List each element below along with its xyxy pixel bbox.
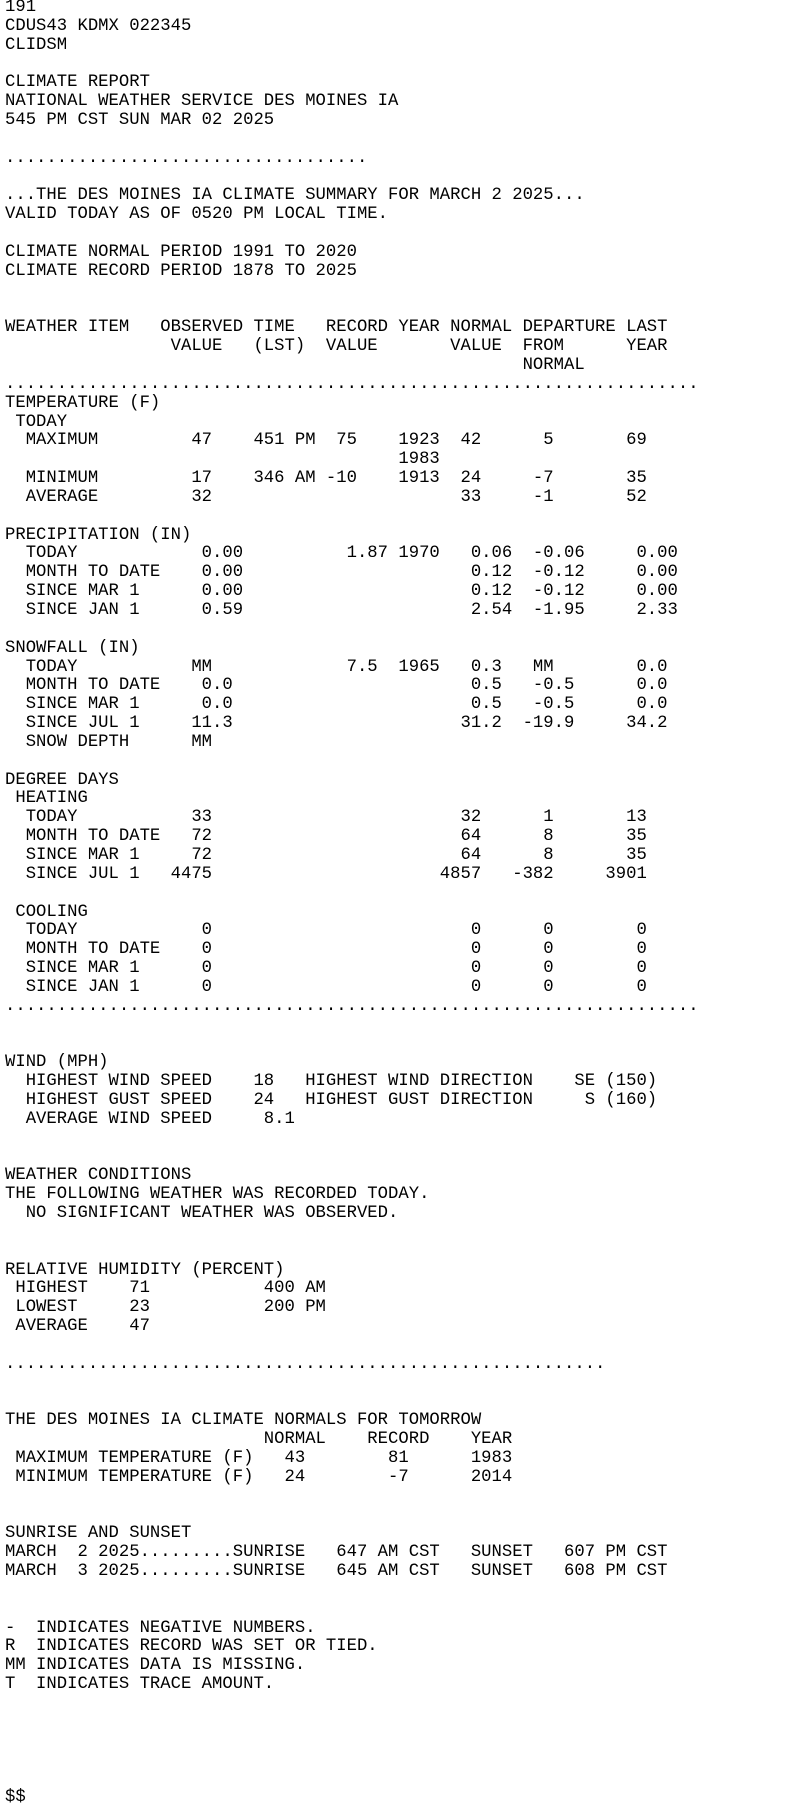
report-line: CLIMATE REPORT	[5, 73, 150, 93]
report-line	[5, 1582, 810, 1601]
report-line: HIGHEST WIND SPEED 18 HIGHEST WIND DIRECTION SE (150)	[5, 1072, 658, 1092]
report-line	[5, 131, 810, 150]
report-line: HEATING	[5, 789, 88, 809]
report-line	[5, 1714, 810, 1733]
report-line	[5, 1224, 810, 1243]
report-line	[5, 225, 810, 244]
report-line: CLIMATE NORMAL PERIOD 1991 TO 2020	[5, 242, 357, 262]
report-line	[5, 1130, 810, 1149]
report-line: MAXIMUM 47 451 PM 75 1923 42 5 69	[5, 431, 647, 451]
report-line: COOLING	[5, 902, 88, 922]
report-line: TEMPERATURE (F)	[5, 393, 161, 413]
report-line: WEATHER ITEM OBSERVED TIME RECORD YEAR NORMAL DEPARTURE LAST	[5, 318, 668, 338]
report-line: MARCH 2 2025.........SUNRISE 647 AM CST SUNSET 607 PM CST	[5, 1543, 668, 1563]
report-line: T INDICATES TRACE AMOUNT.	[5, 1675, 275, 1695]
report-line	[5, 282, 810, 301]
report-line: AVERAGE 47	[5, 1317, 150, 1337]
report-line	[5, 1507, 810, 1526]
report-line: SNOW DEPTH MM	[5, 732, 213, 752]
report-line: SNOWFALL (IN)	[5, 638, 140, 658]
report-line: NORMAL RECORD YEAR	[5, 1430, 513, 1450]
report-line: SINCE JAN 1 0.59 2.54 -1.95 2.33	[5, 601, 678, 620]
report-line: THE FOLLOWING WEATHER WAS RECORDED TODAY.	[5, 1185, 430, 1205]
report-line: TODAY 33 32 1 13	[5, 808, 647, 828]
report-line	[5, 1337, 810, 1356]
report-line	[5, 1601, 810, 1620]
report-line: SINCE MAR 1 0 0 0 0	[5, 959, 647, 979]
report-line	[5, 1393, 810, 1412]
report-line: MM INDICATES DATA IS MISSING.	[5, 1656, 306, 1676]
report-line: SINCE MAR 1 0.00 0.12 -0.12 0.00	[5, 582, 678, 602]
report-line: RELATIVE HUMIDITY (PERCENT)	[5, 1260, 285, 1280]
report-line: 1983	[5, 450, 440, 470]
report-line: ...................................................................	[5, 996, 699, 1016]
report-line	[5, 1751, 810, 1770]
report-line: HIGHEST GUST SPEED 24 HIGHEST GUST DIRECTION S (160)	[5, 1090, 658, 1110]
report-line: LOWEST 23 200 PM	[5, 1298, 326, 1318]
report-line: MONTH TO DATE 0 0 0 0	[5, 940, 647, 960]
report-line: NORMAL	[5, 356, 585, 376]
report-line	[5, 885, 810, 904]
report-line: HIGHEST 71 400 AM	[5, 1279, 326, 1299]
report-line: 545 PM CST SUN MAR 02 2025	[5, 111, 275, 131]
report-line: NO SIGNIFICANT WEATHER WAS OBSERVED.	[5, 1204, 399, 1223]
report-line: VALUE (LST) VALUE VALUE FROM YEAR	[5, 337, 668, 357]
report-line: ...................................................................	[5, 374, 699, 394]
report-line: SINCE JAN 1 0 0 0 0	[5, 977, 647, 997]
report-line: THE DES MOINES IA CLIMATE NORMALS FOR TOMORROW	[5, 1411, 482, 1431]
report-line: CLIMATE RECORD PERIOD 1878 TO 2025	[5, 261, 357, 281]
report-line	[5, 1148, 810, 1167]
report-line: MONTH TO DATE 72 64 8 35	[5, 827, 647, 847]
report-line: TODAY 0 0 0 0	[5, 921, 647, 941]
report-line: CLIDSM	[5, 35, 68, 55]
report-line: AVERAGE WIND SPEED 8.1	[5, 1109, 295, 1129]
report-line: TODAY 0.00 1.87 1970 0.06 -0.06 0.00	[5, 544, 678, 564]
report-line: MAXIMUM TEMPERATURE (F) 43 81 1983	[5, 1448, 513, 1468]
report-line	[5, 1017, 810, 1036]
report-line	[5, 301, 810, 320]
report-line: MINIMUM 17 346 AM -10 1913 24 -7 35	[5, 469, 647, 489]
report-line: MARCH 3 2025.........SUNRISE 645 AM CST SUNSET 608 PM CST	[5, 1562, 668, 1582]
report-line: CDUS43 KDMX 022345	[5, 16, 192, 36]
report-line: $$	[5, 1788, 26, 1808]
report-line	[5, 1035, 810, 1054]
report-line	[5, 753, 810, 772]
report-line: ...THE DES MOINES IA CLIMATE SUMMARY FOR MARCH 2 2025...	[5, 186, 585, 206]
report-line: SINCE MAR 1 72 64 8 35	[5, 845, 647, 865]
report-line	[5, 508, 810, 527]
report-line: NATIONAL WEATHER SERVICE DES MOINES IA	[5, 92, 399, 112]
report-line: ...................................	[5, 148, 368, 168]
report-line: SUNRISE AND SUNSET	[5, 1524, 192, 1544]
report-line: - INDICATES NEGATIVE NUMBERS.	[5, 1618, 316, 1638]
report-line	[5, 1733, 810, 1752]
report-line: WEATHER CONDITIONS	[5, 1166, 192, 1186]
report-line: WIND (MPH)	[5, 1053, 109, 1073]
report-line: R INDICATES RECORD WAS SET OR TIED.	[5, 1637, 378, 1657]
report-line: ..........................................................	[5, 1354, 606, 1374]
report-line	[5, 1243, 810, 1262]
report-line	[5, 1488, 810, 1507]
report-line: TODAY	[5, 412, 68, 432]
report-line: SINCE JUL 1 11.3 31.2 -19.9 34.2	[5, 714, 668, 734]
report-line: DEGREE DAYS	[5, 770, 119, 790]
report-line: MONTH TO DATE 0.00 0.12 -0.12 0.00	[5, 563, 678, 583]
report-line: AVERAGE 32 33 -1 52	[5, 487, 647, 507]
report-line: PRECIPITATION (IN)	[5, 525, 192, 545]
report-line: MINIMUM TEMPERATURE (F) 24 -7 2014	[5, 1467, 513, 1487]
report-line	[5, 1375, 810, 1394]
report-line: SINCE MAR 1 0.0 0.5 -0.5 0.0	[5, 695, 668, 715]
report-line: 191	[5, 0, 37, 17]
report-line: MONTH TO DATE 0.0 0.5 -0.5 0.0	[5, 676, 668, 696]
report-line	[5, 1770, 810, 1789]
report-line	[5, 1695, 810, 1714]
report-line: SINCE JUL 1 4475 4857 -382 3901	[5, 864, 647, 884]
report-line: VALID TODAY AS OF 0520 PM LOCAL TIME.	[5, 205, 389, 225]
report-line	[5, 169, 810, 188]
report-line: TODAY MM 7.5 1965 0.3 MM 0.0	[5, 657, 668, 677]
report-line	[5, 56, 810, 75]
report-line	[5, 621, 810, 640]
